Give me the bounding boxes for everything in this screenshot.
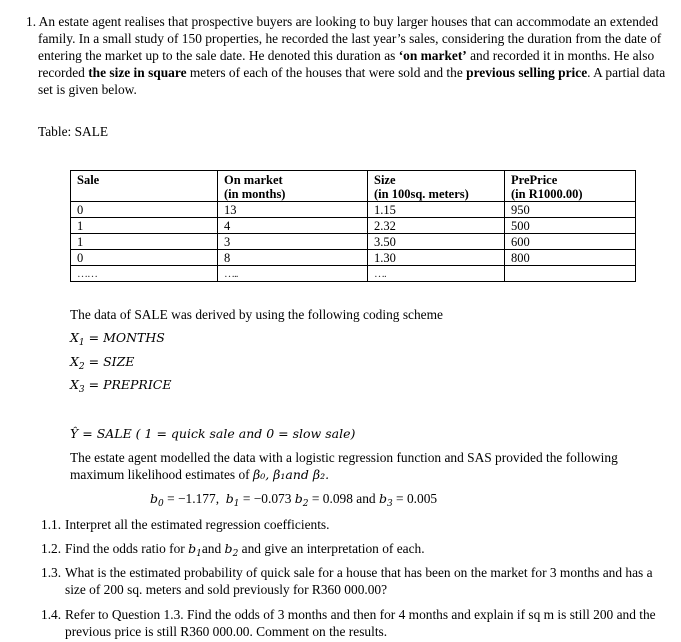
cell: 1 <box>71 218 218 234</box>
table-row-ellipsis <box>71 266 636 282</box>
header-preprice: PrePrice (in R1000.00) <box>505 171 636 202</box>
coding-x3: $X_3$ = PREPRICE <box>70 377 172 395</box>
table-caption: Table: SALE <box>38 124 109 139</box>
cell: 0 <box>71 250 218 266</box>
cell: 4 <box>218 218 368 234</box>
header-on-market: On market (in months) <box>218 171 368 202</box>
header-size: Size (in 100sq. meters) <box>368 171 505 202</box>
cell: 600 <box>505 234 636 250</box>
cell: 1 <box>71 234 218 250</box>
coding-intro: The data of SALE was derived by using the following coding scheme <box>70 307 443 322</box>
problem-intro: 1. An estate agent realises that prospective buyers are looking to buy larger houses that can accommodate an extended family. In a small study of 150 properties, he recorded the last year’s sales, considering the duration from the date of entering the market up to the sale date. He denoted this duration as ‘on market’ and recorded it in months. He also recorded the size in square meters of each of the houses that were sold and the previous selling price. A partial data set is given below. <box>26 14 666 97</box>
sale-table <box>70 170 636 282</box>
cell: 8 <box>218 250 368 266</box>
cell: …… <box>71 266 218 282</box>
cell: 2.32 <box>368 218 505 234</box>
cell: ….. <box>218 266 368 282</box>
coding-x1: $X_1$ = MONTHS <box>70 330 165 348</box>
cell: 3 <box>218 234 368 250</box>
cell: 0 <box>71 202 218 218</box>
cell: 950 <box>505 202 636 218</box>
cell: 500 <box>505 218 636 234</box>
question-1-4: 1.4. Refer to Question 1.3. Find the odds of 3 months and then for 4 months and explain if sq m is still 200 and the previous price is still R360 000.00. Comment on the results. <box>41 607 656 639</box>
estimates-line: $b_0 = -1.177$, $b_1 = -0.073$ $b_2 = 0.098$ and $b_3 = 0.005$ <box>150 491 438 509</box>
question-1-3: 1.3. What is the estimated probability of quick sale for a house that has been on the market for 3 months and has a size of 200 sq. meters and sold previously for R360 000.00? <box>41 565 653 597</box>
cell <box>505 266 636 282</box>
cell: 800 <box>505 250 636 266</box>
model-description: The estate agent modelled the data with a logistic regression function and SAS provided the following maximum likelihood estimates of β₀, β₁and β₂. <box>70 450 618 482</box>
question-number: 1. <box>26 14 37 29</box>
table-row <box>71 234 636 250</box>
table-row <box>71 218 636 234</box>
coding-x2: $X_2$ = SIZE <box>70 354 135 372</box>
coding-y: Ŷ = SALE ( 1 = quick sale and 0 = slow sale) <box>70 426 356 441</box>
cell: 1.15 <box>368 202 505 218</box>
cell: …. <box>368 266 505 282</box>
table-row <box>71 202 636 218</box>
cell: 1.30 <box>368 250 505 266</box>
question-1-1: 1.1. Interpret all the estimated regression coefficients. <box>41 517 330 532</box>
cell: 13 <box>218 202 368 218</box>
header-sale: Sale <box>71 171 218 202</box>
question-1-2: 1.2. Find the odds ratio for $b_1and$ $b_2$ and give an interpretation of each. <box>41 541 425 559</box>
cell: 3.50 <box>368 234 505 250</box>
table-row <box>71 250 636 266</box>
table-header-row <box>71 171 636 202</box>
